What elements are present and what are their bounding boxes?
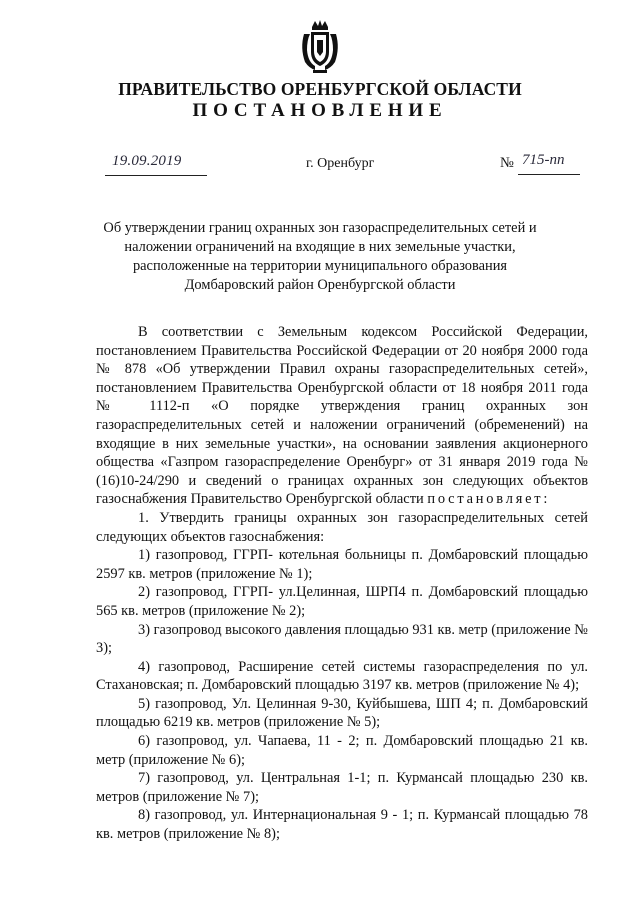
clause-1: 1. Утвердить границы охранных зон газораспределительных сетей следующих объектов газоснабжения: (96, 509, 588, 545)
list-item: 5) газопровод, Ул. Целинная 9-30, Куйбышева, ШП 4; п. Домбаровский площадью 6219 кв. метров (приложение № 5); (96, 695, 588, 731)
title-line: расположенные на территории муниципального образования (132, 258, 508, 274)
title-line: Домбаровский район Оренбургской области (184, 277, 456, 293)
resolves-word: постановляет: (427, 491, 551, 508)
organization-name: ПРАВИТЕЛЬСТВО ОРЕНБУРГСКОЙ ОБЛАСТИ (118, 79, 522, 99)
list-item: 2) газопровод, ГГРП- ул.Целинная, ШРП4 п. Домбаровский площадью 565 кв. метров (приложение № 2); (96, 584, 588, 619)
list-item: 1) газопровод, ГГРП- котельная больницы п. Домбаровский площадью 2597 кв. метров (приложение № 1); (96, 547, 588, 582)
title-line: наложении ограничений на входящие в них земельные участки, (124, 239, 516, 255)
list-item: 6) газопровод, ул. Чапаева, 11 - 2; п. Домбаровский площадью 21 кв. метр (приложение № 6); (96, 733, 588, 768)
document-title (90, 219, 550, 295)
title-line: Об утверждении границ охранных зон газораспределительных сетей и (103, 220, 537, 236)
preamble-text: В соответствии с Земельным кодексом Российской Федерации, постановлением Правительства Российской Федерации от 20 ноября 2000 года № 878 «Об утверждении Правил охраны газораспределительных сетей», постановлением Правительства Оренбургской области от 18 ноября 2011 года № 1112-п «О порядке утверждения границ охранных зон газораспределительных сетей и наложении ограничений (обременений) на входящие в них земельные участки», на основании заявления акционерного общества «Газпром газораспределение Оренбург» от 31 января 2019 года № (16)10-24/290 и сведений о границах охранных зон следующих объектов газоснабжения Правительство Оренбургской области (96, 324, 588, 508)
number-label: № (500, 155, 514, 171)
preamble-paragraph (96, 323, 588, 509)
document-city: г. Оренбург (306, 156, 375, 171)
list-item: 4) газопровод, Расширение сетей системы газораспределения по ул. Стахановская; п. Домбаровский площадью 3197 кв. метров (приложение № 4); (96, 658, 588, 694)
coat-of-arms-icon (299, 18, 341, 74)
document-date: 19.09.2019 (112, 153, 182, 169)
list-item: 8) газопровод, ул. Интернациональная 9 - 1; п. Курмансай площадью 78 кв. метров (приложение № 8); (96, 807, 588, 843)
document-type: ПОСТАНОВЛЕНИЕ (192, 100, 448, 121)
document-number: 715-пп (522, 152, 565, 168)
document-body (96, 323, 588, 844)
list-item: 3) газопровод высокого давления площадью 931 кв. метр (приложение № 3); (96, 621, 588, 657)
list-item: 7) газопровод, ул. Центральная 1-1; п. Курмансай площадью 230 кв. метров (приложение № 7); (96, 770, 588, 805)
